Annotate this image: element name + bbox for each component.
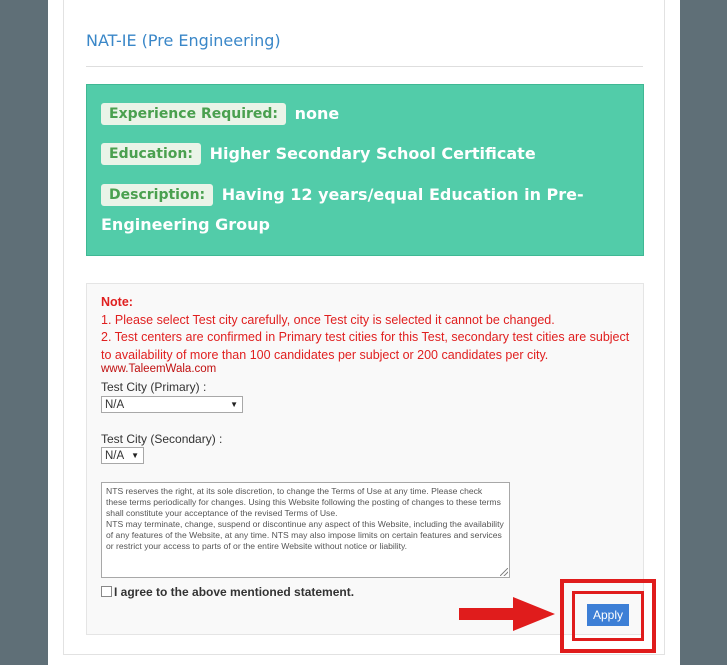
secondary-city-select[interactable] [101, 447, 144, 464]
job-info-box [86, 84, 644, 256]
apply-button[interactable]: Apply [587, 604, 629, 626]
agree-checkbox[interactable] [101, 586, 112, 597]
primary-city-value: N/A [105, 399, 125, 411]
agree-row [101, 585, 354, 599]
primary-city-select[interactable] [101, 396, 243, 413]
education-value: Higher Secondary School Certificate [209, 144, 536, 163]
terms-textarea[interactable] [101, 482, 510, 578]
experience-row [101, 99, 629, 129]
description-row [101, 180, 629, 240]
description-label: Description: [101, 184, 213, 206]
secondary-city-label: Test City (Secondary) : [101, 432, 223, 446]
resize-grip-icon[interactable] [500, 568, 508, 576]
note-block [101, 294, 631, 364]
note-line-1: 1. Please select Test city carefully, once Test city is selected it cannot be changed. [101, 312, 555, 327]
apply-highlight-frame [560, 579, 656, 653]
job-title: NAT-IE (Pre Engineering) [86, 31, 281, 50]
terms-text: NTS reserves the right, at its sole discretion, to change the Terms of Use at any time. Please check these terms periodically for changes. Using this Website following the posting of changes to these terms shall constitute your acceptance of the revised Terms of Use. NTS may terminate, change, suspend or discontinue any aspect of this Website, including the availability of any features of the Website, at any time. NTS may also impose limits on certain features and services or restrict your access to parts of or the entire Website without notice or liability. [106, 486, 504, 551]
experience-label: Experience Required: [101, 103, 286, 125]
title-divider [86, 66, 643, 67]
watermark-text: www.TaleemWala.com [101, 363, 217, 375]
note-heading: Note: [101, 295, 133, 309]
apply-highlight-inner-frame [572, 591, 644, 641]
dropdown-arrow-icon: ▼ [131, 451, 139, 460]
experience-value: none [294, 104, 340, 123]
red-arrow-icon [459, 595, 555, 633]
education-row [101, 139, 629, 169]
page [48, 0, 680, 665]
secondary-city-value: N/A [105, 450, 125, 462]
agree-label: I agree to the above mentioned statement. [114, 585, 355, 599]
primary-city-label: Test City (Primary) : [101, 380, 207, 394]
dropdown-arrow-icon: ▼ [230, 400, 238, 409]
note-line-2: 2. Test centers are confirmed in Primary test cities for this Test, secondary test cities are subject to availability of more than 100 candidates per subject or 200 candidates per city. [101, 330, 630, 362]
education-label: Education: [101, 143, 201, 165]
description-value: Having 12 years/equal Education in Pre-Engineering Group [101, 185, 584, 234]
